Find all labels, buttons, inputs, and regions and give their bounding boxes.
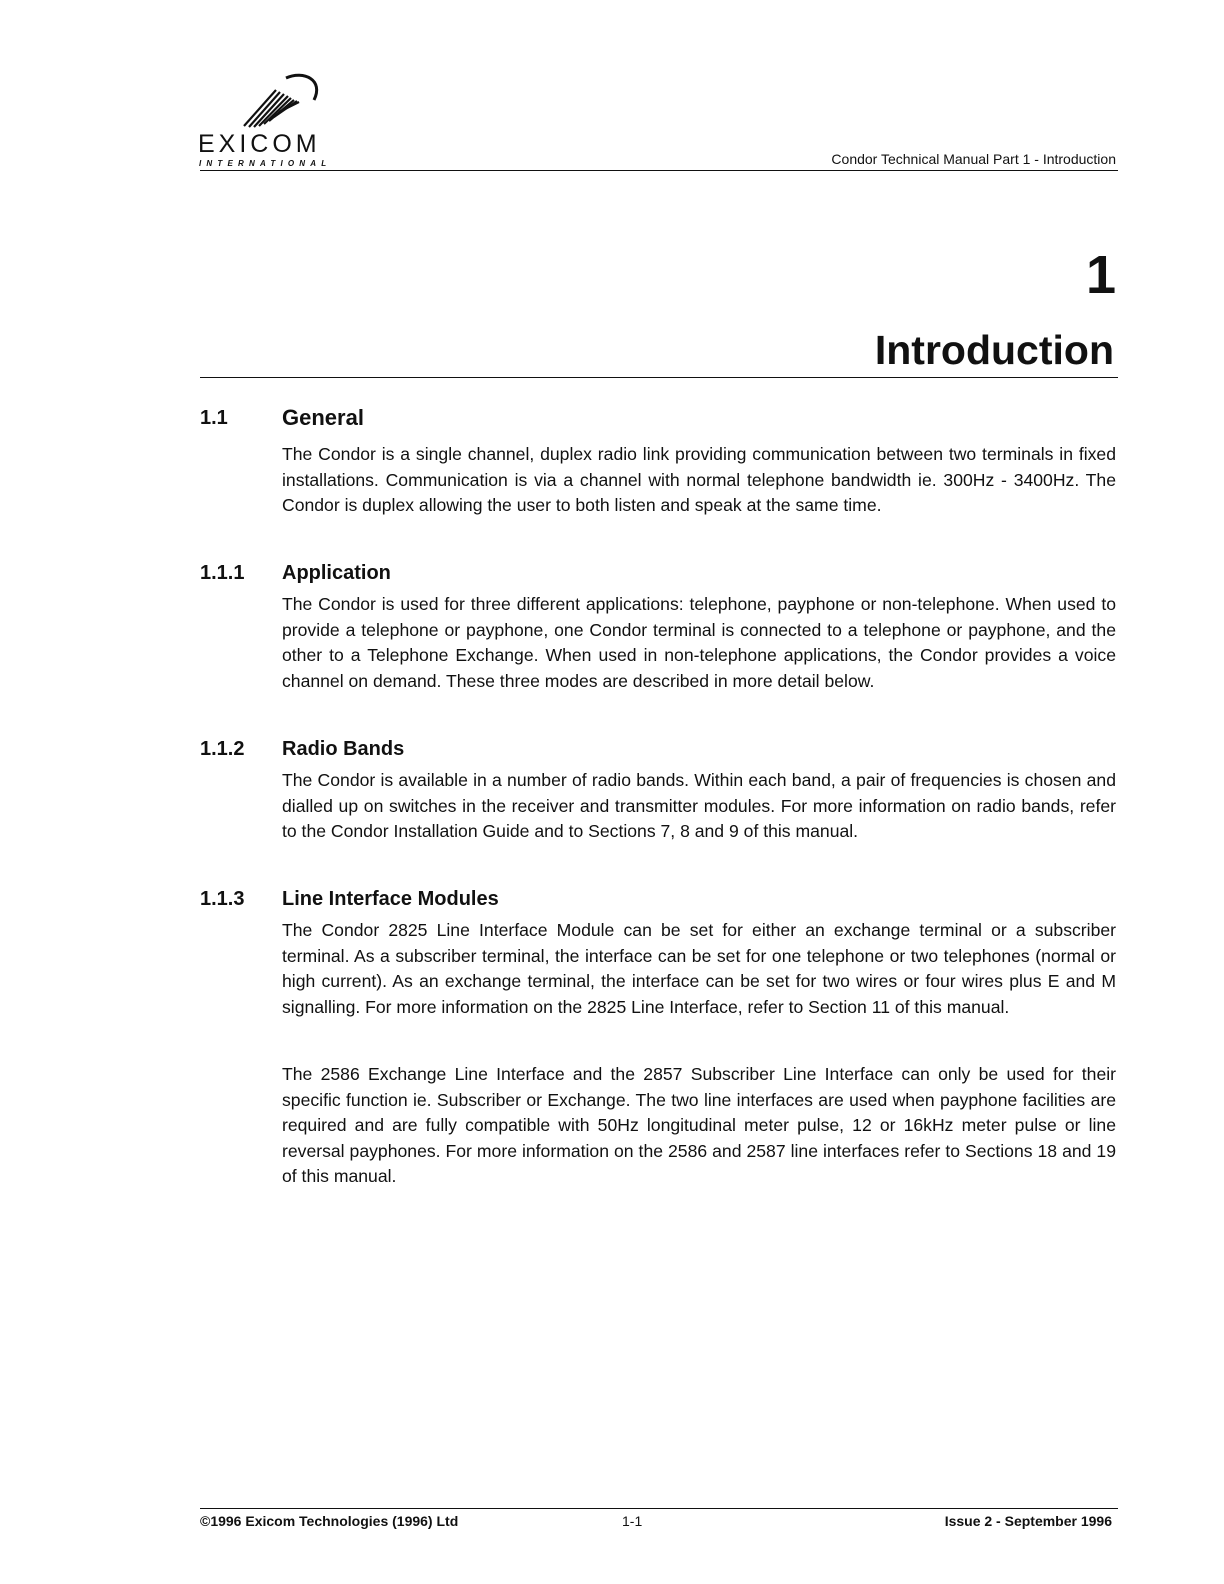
section-paragraph: The 2586 Exchange Line Interface and the 2857 Subscriber Line Interface can only be used for their specific function ie. Subscriber or Exchange. The two line interfaces are used when payphone facilities are required and are fully compatible with 50Hz longitudinal meter pulse, 12 or 16kHz meter pulse or line reversal payphones. For more information on the 2586 and 2587 line interfaces refer to Sections 18 and 19 of this manual. bbox=[282, 1064, 1116, 1186]
section-paragraph: The Condor is used for three different applications: telephone, payphone or non-telephone. When used to provide a telephone or payphone, one Condor terminal is connected to a telephone or payphone, and the other to a Telephone Exchange. When used in non-telephone applications, the Condor provides a voice channel on demand. These three modes are described in more detail below. bbox=[282, 594, 1116, 691]
section-number: 1.1.1 bbox=[200, 562, 245, 584]
section-title: Radio Bands bbox=[282, 738, 405, 760]
section-paragraph: The Condor is available in a number of radio bands. Within each band, a pair of frequencies is chosen and dialled up on switches in the receiver and transmitter modules. For more information on radio bands, refer to the Condor Installation Guide and to Sections 7, 8 and 9 of this manual. bbox=[282, 770, 1116, 841]
section-paragraph: The Condor 2825 Line Interface Module can be set for either an exchange terminal or a subscriber terminal. As a subscriber terminal, the interface can be set for one telephone or two telephones (normal or high current). As an exchange terminal, the interface can be set for two wires or four wires plus E and M signalling. For more information on the 2825 Line Interface, refer to Section 11 of this manual. bbox=[282, 920, 1116, 1017]
section-title: Application bbox=[282, 562, 391, 584]
chapter-title: Introduction bbox=[874, 327, 1114, 373]
section-paragraph: The Condor is a single channel, duplex radio link providing communication between two terminals in fixed installations. Communication is via a channel with normal telephone bandwidth ie. 300Hz - 3400Hz. The Condor is duplex allowing the user to both listen and speak at the same time. bbox=[282, 444, 1116, 515]
section-title: General bbox=[282, 405, 364, 430]
footer-issue: Issue 2 - September 1996 bbox=[944, 1513, 1112, 1529]
section-number: 1.1.2 bbox=[200, 738, 245, 760]
exicom-logo bbox=[198, 70, 358, 170]
logo-subtitle: INTERNATIONAL bbox=[199, 159, 332, 168]
chapter-number: 1 bbox=[1085, 245, 1116, 305]
footer-divider bbox=[200, 1508, 1118, 1509]
header-divider bbox=[200, 170, 1118, 171]
section-title: Line Interface Modules bbox=[282, 888, 499, 910]
logo-wordmark: EXICOM bbox=[198, 130, 321, 158]
section-number: 1.1.3 bbox=[200, 888, 245, 910]
footer-copyright: ©1996 Exicom Technologies (1996) Ltd bbox=[200, 1513, 459, 1529]
running-header: Condor Technical Manual Part 1 - Introduction bbox=[831, 151, 1116, 167]
exicom-swoosh-icon bbox=[198, 70, 328, 132]
footer-page-number: 1-1 bbox=[622, 1513, 643, 1529]
chapter-divider bbox=[200, 377, 1118, 378]
section-number: 1.1 bbox=[200, 407, 228, 429]
